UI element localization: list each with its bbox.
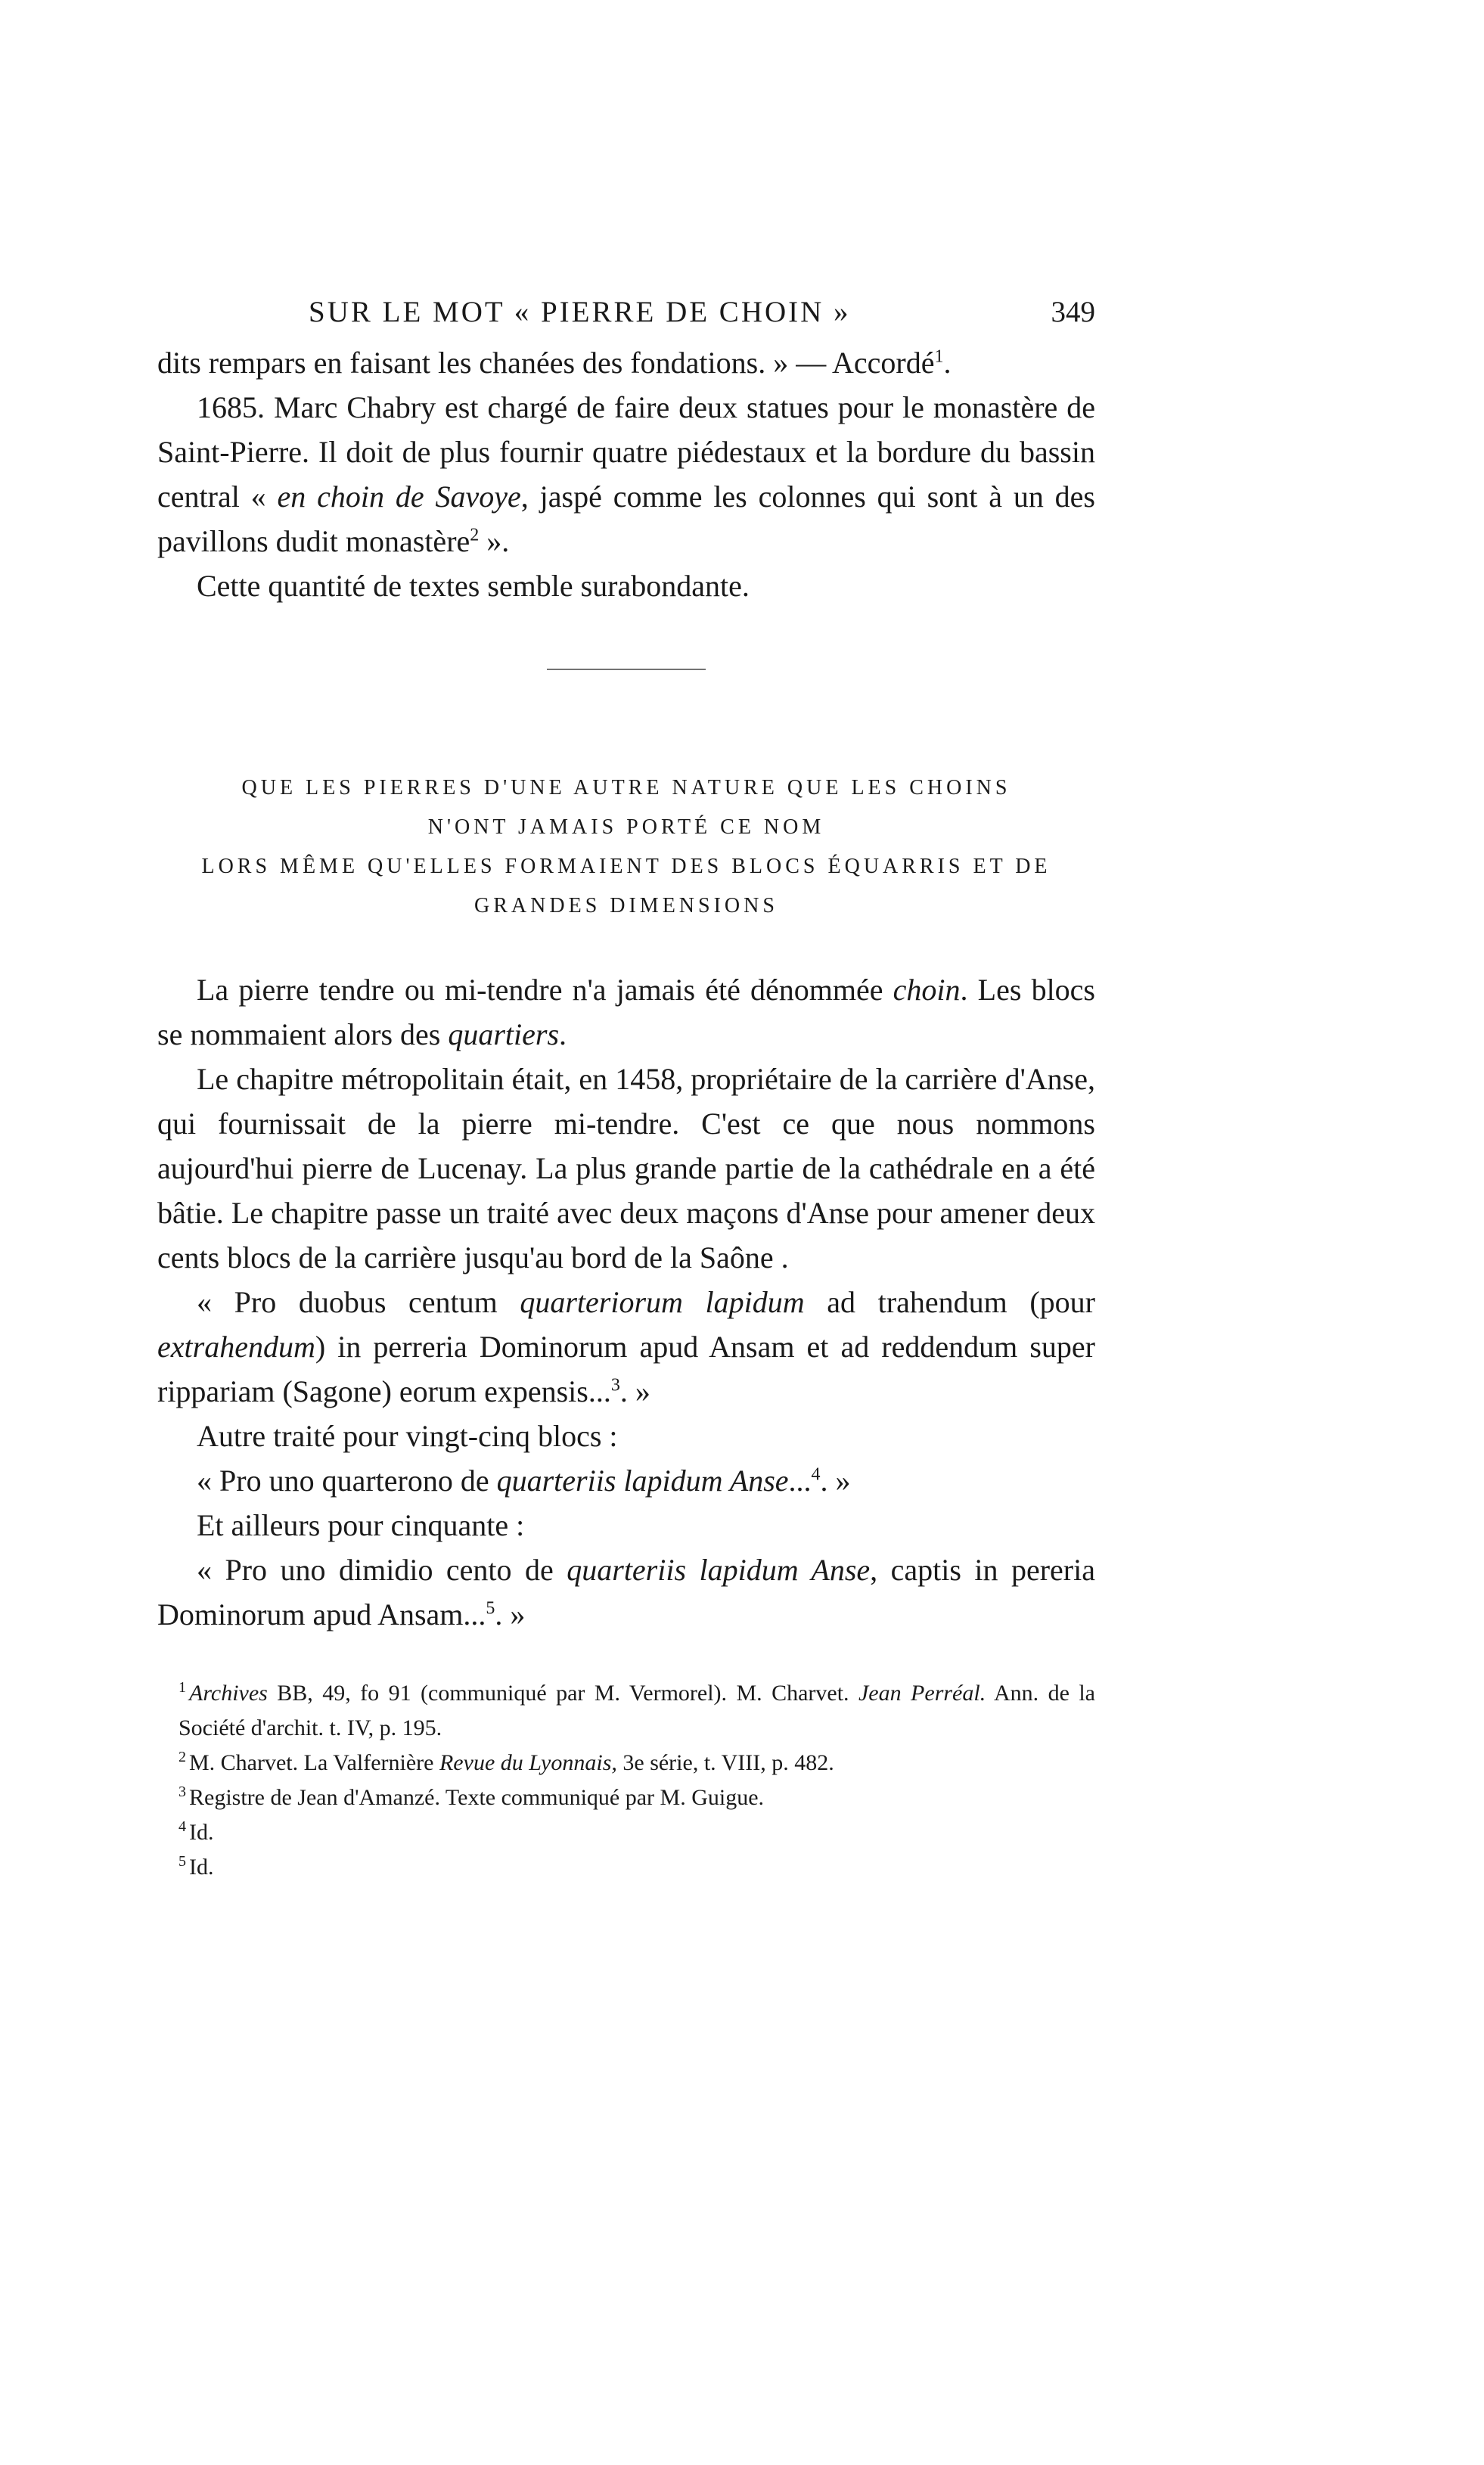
footnote-ref: 1 [934,346,944,367]
footnote: $^5$ Id. [179,1853,214,1880]
footnote: $^2$ M. Charvet. La Valfernière Revue du Lyonnais, 3e série, t. VIII, p. 482. [179,1749,834,1775]
section-heading [157,768,1095,926]
footnote-ref: 2 [470,525,480,545]
paragraph-quote-quarterono: « Pro uno quarterono de quarteriis lapidum Anse...$^4$. » [197,1464,851,1498]
footnote: $^4$ Id. [179,1818,214,1845]
paragraph-quote-duobus: « Pro duobus centum quarteriorum lapidum ad trahendum (pour extrahendum) in perreria Dominorum apud Ansam et ad reddendum super rippariam (Sagone) eorum expensis...$^3$. » [157,1285,1095,1408]
heading-line: QUE LES PIERRES D'UNE AUTRE NATURE QUE LES CHOINS [241,776,1011,799]
paragraph-ailleurs: Et ailleurs pour cinquante : [197,1508,525,1542]
heading-line: LORS MÊME QU'ELLES FORMAIENT DES BLOCS ÉQUARRIS ET DE [201,855,1051,878]
footnote: $^1$ Archives BB, 49, fo 91 (communiqué par M. Vermorel). M. Charvet. Jean Perréal. Ann. de la Société d'archit. t. IV, p. 195. [179,1679,1095,1740]
heading-line: N'ONT JAMAIS PORTÉ CE NOM [427,815,825,839]
paragraph-chapitre: Le chapitre métropolitain était, en 1458, propriétaire de la carrière d'Anse, qui fournissait de la pierre mi-tendre. C'est ce que nous nommons aujourd'hui pierre de Lucenay. La plus grande partie de la cathédrale en a été bâtie. Le chapitre passe un traité avec deux maçons d'Anse pour amener deux cents blocs de la carrière jusqu'au bord de la Saône . [157,1062,1095,1274]
page-number: 349 [1051,296,1095,328]
page [157,287,1095,1885]
running-header [157,287,1095,340]
paragraph-surabondante: Cette quantité de textes semble surabondante. [197,569,750,603]
footnotes [157,1676,1095,1885]
paragraph-autre-traite: Autre traité pour vingt-cinq blocs : [197,1419,618,1453]
footnote-ref: 5 [486,1598,495,1619]
footnote-ref: 4 [811,1464,821,1485]
footnote: $^3$ Registre de Jean d'Amanzé. Texte communiqué par M. Guigue. [179,1784,765,1810]
paragraph-accorde: dits rempars en faisant les chanées des fondations. » — Accordé$^1$. [157,346,952,380]
section-divider [547,669,706,670]
paragraph-quote-dimidio: « Pro uno dimidio cento de quarteriis lapidum Anse, captis in pereria Dominorum apud Ansam...$^5$. » [157,1553,1095,1631]
section-body [157,967,1095,1637]
running-title: SUR LE MOT « PIERRE DE CHOIN » [309,296,851,328]
paragraph-pierre-tendre: La pierre tendre ou mi-tendre n'a jamais été dénommée choin. Les blocs se nommaient alors des quartiers. [157,973,1096,1051]
paragraph-chabry: 1685. Marc Chabry est chargé de faire deux statues pour le monastère de Saint-Pierre. Il doit de plus fournir quatre piédestaux et la bordure du bassin central « en choin de Savoye, jaspé comme les colonnes qui sont à un des pavillons dudit monastère$^2$ ». [157,390,1096,558]
heading-line: GRANDES DIMENSIONS [474,894,778,917]
footnote-ref: 3 [610,1375,620,1395]
